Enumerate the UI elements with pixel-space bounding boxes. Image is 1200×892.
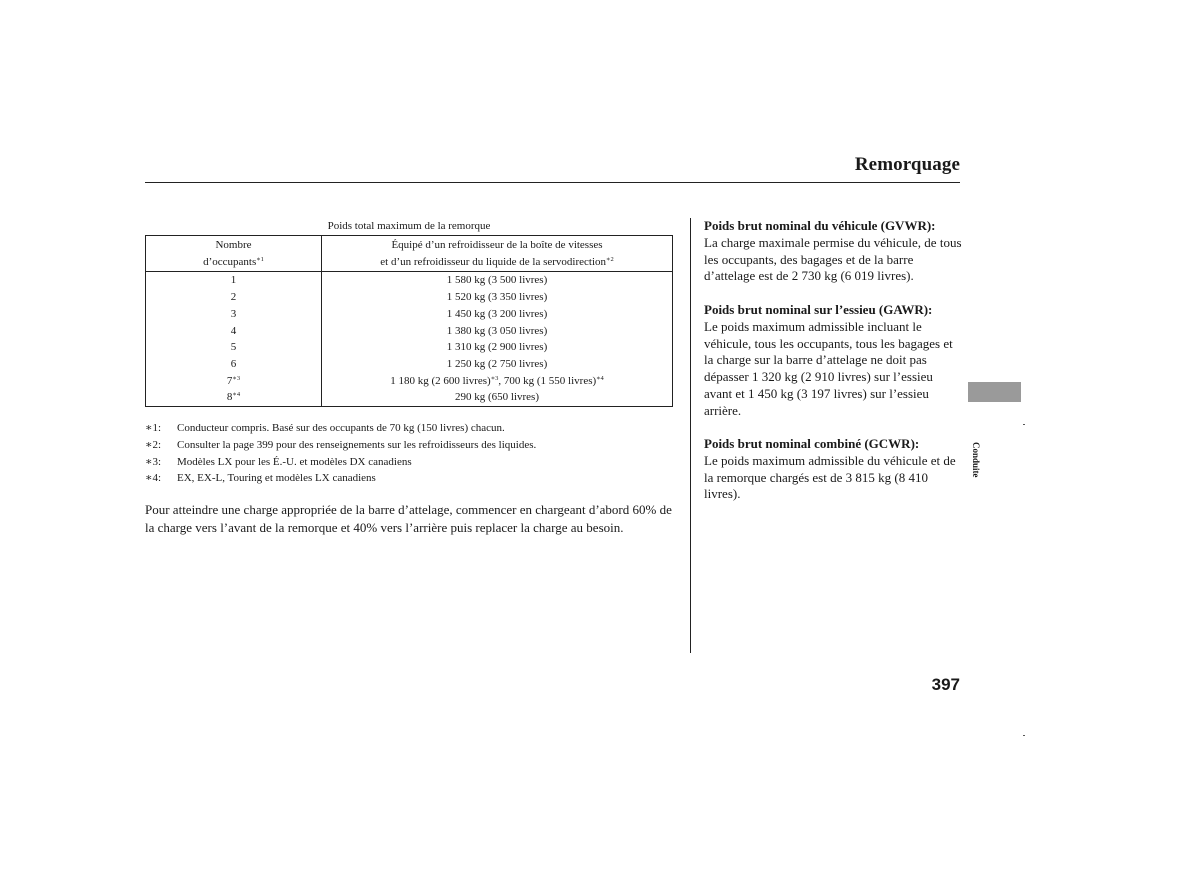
table-caption: Poids total maximum de la remorque — [327, 220, 491, 232]
occupants-value: 8 — [226, 391, 233, 404]
footnote-ref: ∗4 — [596, 374, 604, 382]
footnote-mark: ∗4: — [145, 472, 162, 485]
footnote — [145, 437, 685, 454]
table-row — [146, 323, 673, 340]
weight-cell — [322, 373, 673, 390]
occupants-cell: 5 — [146, 339, 322, 356]
page-number: 397 — [931, 675, 960, 694]
column-header-weight — [322, 236, 673, 272]
footnote-ref: ∗3 — [232, 374, 241, 382]
table-row — [146, 339, 673, 356]
footnote-text: Consulter la page 399 pour des renseignements sur les refroidisseurs des liquides. — [177, 438, 537, 451]
column-header-weight-line2: et d’un refroidisseur du liquide de la servodirection — [380, 255, 607, 268]
column-header-weight-line1: Équipé d’un refroidisseur de la boîte de vitesses — [391, 239, 603, 251]
towing-capacity-table — [145, 220, 673, 407]
table-row — [146, 272, 673, 289]
occupants-cell: 6 — [146, 356, 322, 373]
footnote-ref: ∗2 — [606, 255, 614, 263]
table-row — [146, 356, 673, 373]
weight-cell: 1 520 kg (3 350 livres) — [322, 289, 673, 306]
footnote-mark: ∗1: — [145, 422, 162, 434]
occupants-cell: 4 — [146, 323, 322, 340]
footnote-ref: ∗4 — [232, 391, 241, 399]
column-divider — [690, 218, 691, 653]
footnote-ref: ∗1 — [256, 255, 264, 263]
occupants-cell — [146, 373, 322, 390]
footnote-text: Modèles LX pour les É.-U. et modèles DX canadiens — [177, 455, 412, 468]
chapter-side-tab-label: Conduite — [971, 442, 981, 478]
print-speck — [1023, 735, 1025, 736]
footnotes — [145, 420, 685, 487]
footnote — [145, 470, 685, 487]
gcwr-block — [704, 436, 962, 503]
footnote — [145, 454, 685, 471]
footnote-text: EX, EX-L, Touring et modèles LX canadiens — [177, 472, 376, 485]
column-header-occupants-line1: Nombre — [215, 239, 252, 251]
occupants-cell: 1 — [146, 272, 322, 289]
gawr-title: Poids brut nominal sur l’essieu (GAWR): — [704, 302, 933, 317]
weight-value-a: 1 180 kg (2 600 livres) — [390, 374, 491, 387]
print-speck — [1023, 424, 1025, 425]
weight-cell: 1 310 kg (2 900 livres) — [322, 339, 673, 356]
hitch-load-paragraph: Pour atteindre une charge appropriée de la barre d’attelage, commencer en chargeant d’abord 60% de la charge vers l’avant de la remorque et 40% vers l’arrière puis replacer la charge au besoin. — [145, 502, 672, 535]
table-row — [146, 306, 673, 323]
gawr-text: Le poids maximum admissible incluant le véhicule, tous les occupants, tous les bagages et la charge sur la barre d’attelage ne doit pas dépasser 1 320 kg (2 910 livres) sur l’essieu avant et 1 450 kg (3 197 livres) sur l’essieu arrière. — [704, 318, 953, 418]
occupants-cell: 2 — [146, 289, 322, 306]
table-row — [146, 373, 673, 390]
weight-cell: 290 kg (650 livres) — [322, 389, 673, 406]
footnote — [145, 420, 685, 437]
header-rule — [145, 182, 960, 183]
occupants-cell — [146, 389, 322, 406]
table-row — [146, 389, 673, 406]
gcwr-text: Le poids maximum admissible du véhicule et de la remorque chargés est de 3 815 kg (8 410 livres). — [704, 452, 956, 502]
occupants-cell: 3 — [146, 306, 322, 323]
weight-cell: 1 580 kg (3 500 livres) — [322, 272, 673, 289]
weight-cell: 1 450 kg (3 200 livres) — [322, 306, 673, 323]
footnote-text: Conducteur compris. Basé sur des occupants de 70 kg (150 livres) chacun. — [177, 422, 505, 434]
weight-value-b: , 700 kg (1 550 livres) — [498, 374, 597, 387]
gvwr-title: Poids brut nominal du véhicule (GVWR): — [704, 218, 936, 233]
footnote-mark: ∗3: — [145, 455, 162, 468]
gvwr-block — [704, 218, 962, 285]
chapter-side-tab — [968, 382, 1021, 402]
weight-cell: 1 250 kg (2 750 livres) — [322, 356, 673, 373]
gvwr-text: La charge maximale permise du véhicule, de tous les occupants, des bagages et de la barre d’attelage est de 2 730 kg (6 019 livres). — [704, 234, 962, 284]
gcwr-title: Poids brut nominal combiné (GCWR): — [704, 436, 920, 451]
footnote-mark: ∗2: — [145, 438, 162, 451]
gawr-block — [704, 302, 962, 420]
column-header-occupants-line2: d’occupants — [203, 255, 257, 268]
table-row — [146, 289, 673, 306]
column-header-occupants — [146, 236, 322, 272]
weight-cell: 1 380 kg (3 050 livres) — [322, 323, 673, 340]
footnote-ref: ∗3 — [490, 374, 499, 382]
table-header-row — [146, 236, 673, 272]
occupants-value: 7 — [226, 374, 233, 387]
section-title: Remorquage — [854, 154, 960, 175]
